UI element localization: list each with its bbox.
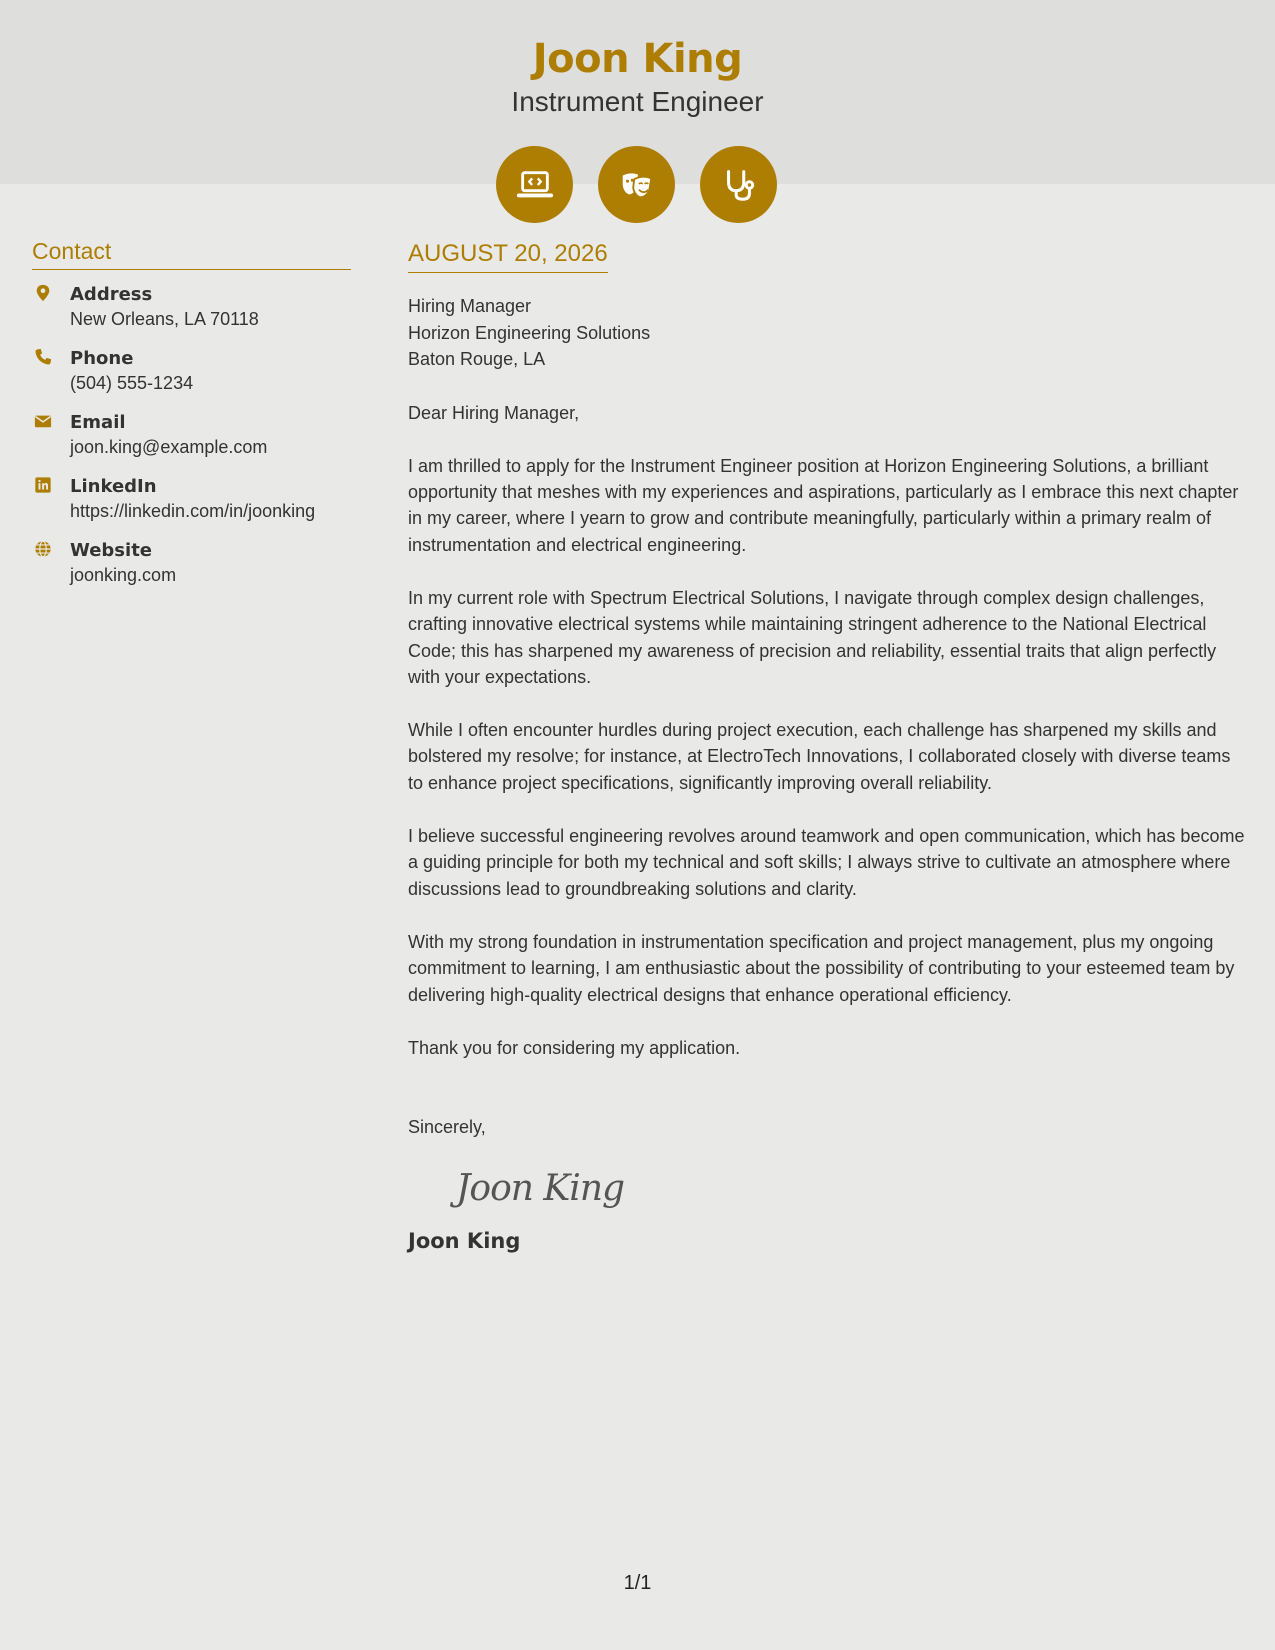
paragraph: I am thrilled to apply for the Instrument Engineer position at Horizon Engineering Solutions, a brilliant opportunity that meshes with my experiences and aspirations, particularly as I embrace this next chapter in my career, where I yearn to grow and contribute meaningfully, particularly within a primary realm of instrumentation and electrical engineering.	[408, 455, 1239, 555]
salutation: Dear Hiring Manager,	[408, 402, 580, 423]
contact-sidebar	[32, 238, 351, 602]
recipient-line: Horizon Engineering Solutions	[408, 322, 651, 343]
phone-value: (504) 555-1234	[70, 373, 194, 393]
theater-masks-icon	[598, 146, 675, 223]
phone-label: Phone	[70, 348, 134, 369]
page-number: 1/1	[623, 1572, 652, 1594]
contact-email	[32, 410, 351, 460]
contact-linkedin	[32, 474, 351, 524]
email-value[interactable]: joon.king@example.com	[70, 437, 268, 457]
address-value: New Orleans, LA 70118	[70, 309, 259, 329]
closing: Sincerely,	[408, 1117, 486, 1138]
letter-date: AUGUST 20, 2026	[408, 240, 608, 273]
contact-phone	[32, 346, 351, 396]
linkedin-icon	[32, 474, 70, 524]
paragraph: While I often encounter hurdles during project execution, each challenge has sharpened my skills and bolstered my resolve; for instance, at ElectroTech Innovations, I collaborated closely with diverse teams to enhance project specifications, significantly improving overall reliability.	[408, 720, 1231, 793]
contact-heading: Contact	[32, 238, 351, 270]
contact-website	[32, 538, 351, 588]
job-title: Instrument Engineer	[511, 86, 764, 117]
recipient-line: Hiring Manager	[408, 296, 532, 316]
address-label: Address	[70, 284, 153, 305]
contact-address	[32, 282, 351, 332]
website-label: Website	[70, 540, 153, 561]
stethoscope-icon	[700, 146, 777, 223]
phone-icon	[32, 346, 70, 396]
email-label: Email	[70, 412, 126, 433]
recipient-block	[408, 293, 1248, 373]
paragraph: I believe successful engineering revolves around teamwork and open communication, which has become a guiding principle for both my technical and soft skills; I always strive to cultivate an atmosphere where discussions lead to groundbreaking solutions and clarity.	[408, 826, 1245, 899]
letter-body	[408, 240, 1248, 1253]
paragraph: With my strong foundation in instrumentation specification and project management, plus my ongoing commitment to learning, I am enthusiastic about the possibility of contributing to your esteemed team by delivering high-quality electrical designs that enhance operational efficiency.	[408, 931, 1235, 1005]
location-pin-icon	[32, 282, 70, 332]
website-value[interactable]: joonking.com	[70, 565, 177, 585]
interest-icons	[496, 146, 777, 223]
recipient-line: Baton Rouge, LA	[408, 349, 546, 369]
linkedin-value[interactable]: https://linkedin.com/in/joonking	[70, 501, 316, 521]
laptop-code-icon	[496, 146, 573, 223]
linkedin-label: LinkedIn	[70, 476, 157, 497]
envelope-icon	[32, 410, 70, 460]
signer-name: Joon King	[408, 1229, 521, 1254]
handwritten-signature: Joon King	[456, 1168, 625, 1210]
globe-icon	[32, 538, 70, 588]
thank-you-line: Thank you for considering my application.	[408, 1037, 741, 1058]
paragraph: In my current role with Spectrum Electrical Solutions, I navigate through complex design challenges, crafting innovative electrical systems while maintaining stringent adherence to the National Electrical Code; this has sharpened my awareness of precision and reliability, essential traits that align perfectly with your expectations.	[408, 587, 1217, 687]
applicant-name: Joon King	[532, 36, 743, 82]
